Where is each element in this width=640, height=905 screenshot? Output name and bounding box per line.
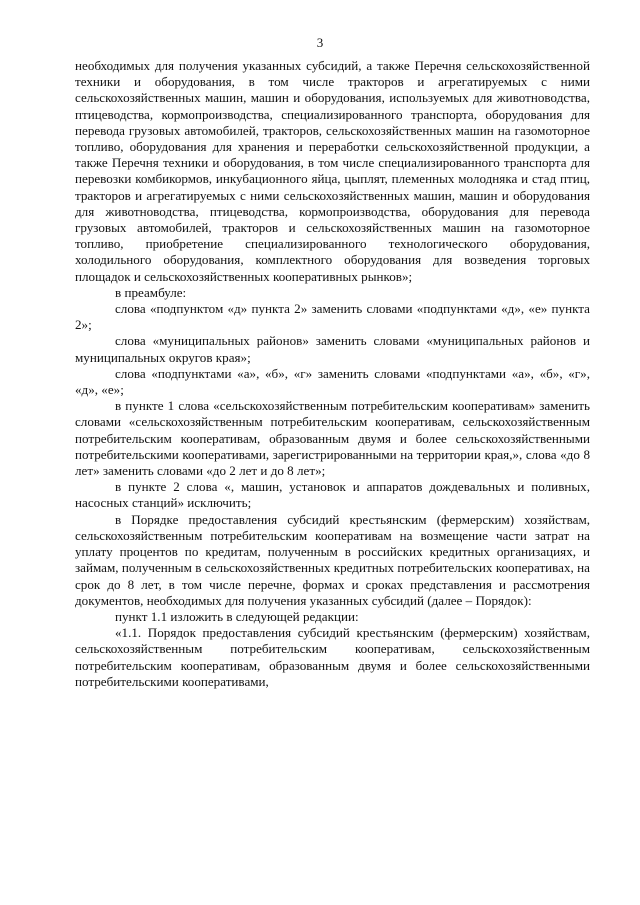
paragraph-7: в пункте 2 слова «, машин, установок и аппаратов дождевальных и поливных, насосных станций» исключить; <box>75 479 590 511</box>
paragraph-5: слова «подпунктами «а», «б», «г» заменить словами «подпунктами «а», «б», «г», «д», «е»; <box>75 365 590 398</box>
document-body <box>75 58 590 690</box>
paragraph-6: в пункте 1 слова «сельскохозяйственным потребительским кооперативам» заменить словами «сельскохозяйственным потребительским кооперативам, сельскохозяйственным потребительским кооперативам, образованным двумя и более сельскохозяйственными потребительскими кооперативами, зарегистрированными на территории края,», слова «до 8 лет» заменить словами «до 2 лет и до 8 лет»; <box>75 398 590 479</box>
paragraph-8: в Порядке предоставления субсидий крестьянским (фермерским) хозяйствам, сельскохозяйственным потребительским кооперативам на возмещение части затрат на уплату процентов по кредитам, полученным в российских кредитных организациях, и займам, полученным в сельскохозяйственных кредитных потребительских кооперативах, на срок до 8 лет, в том числе перечне, формах и сроках представления и рассмотрения документов, необходимых для получения указанных субсидий (далее – Порядок): <box>75 511 590 608</box>
paragraph-10: «1.1. Порядок предоставления субсидий крестьянским (фермерским) хозяйствам, сельскохозяйственным потребительским кооперативам, сельскохозяйственным потребительским кооперативам, образованным двумя и более сельскохозяйственными потребительскими кооперативами, <box>75 625 590 689</box>
paragraph-9: пункт 1.1 изложить в следующей редакции: <box>115 608 359 624</box>
paragraph-4: слова «муниципальных районов» заменить словами «муниципальных районов и муниципальных округов края»; <box>75 333 590 365</box>
paragraph-3: слова «подпунктом «д» пункта 2» заменить словами «подпунктами «д», «е» пункта 2»; <box>75 301 590 333</box>
paragraph-1: необходимых для получения указанных субсидий, а также Перечня сельскохозяйственной техники и оборудования, в том числе тракторов и агрегатируемых с ними сельскохозяйственных машин, машин и оборудования, используемых для животноводства, птицеводства, кормопроизводства, специализированного транспорта, оборудования для перевода грузовых автомобилей, тракторов, сельскохозяйственных машин на газомоторное топливо, оборудования для хранения и переработки сельскохозяйственной продукции, а также Перечня техники и оборудования, в том числе специализированного транспорта для перевозки комбикормов, инкубационного яйца, цыплят, племенных молодняка и стад птиц, тракторов и агрегатируемых с ними сельскохозяйственных машин, машин и оборудования для животноводства, птицеводства, кормопроизводства, оборудования для перевода грузовых автомобилей, тракторов и сельскохозяйственных машин на газомоторное топливо, приобретение специализированного технологического оборудования, холодильного оборудования, комплектного оборудования для возведения торговых площадок и сельскохозяйственных кооперативных рынков»; <box>75 58 590 284</box>
paragraph-2: в преамбуле: <box>115 284 187 300</box>
page-number: 3 <box>316 35 324 50</box>
